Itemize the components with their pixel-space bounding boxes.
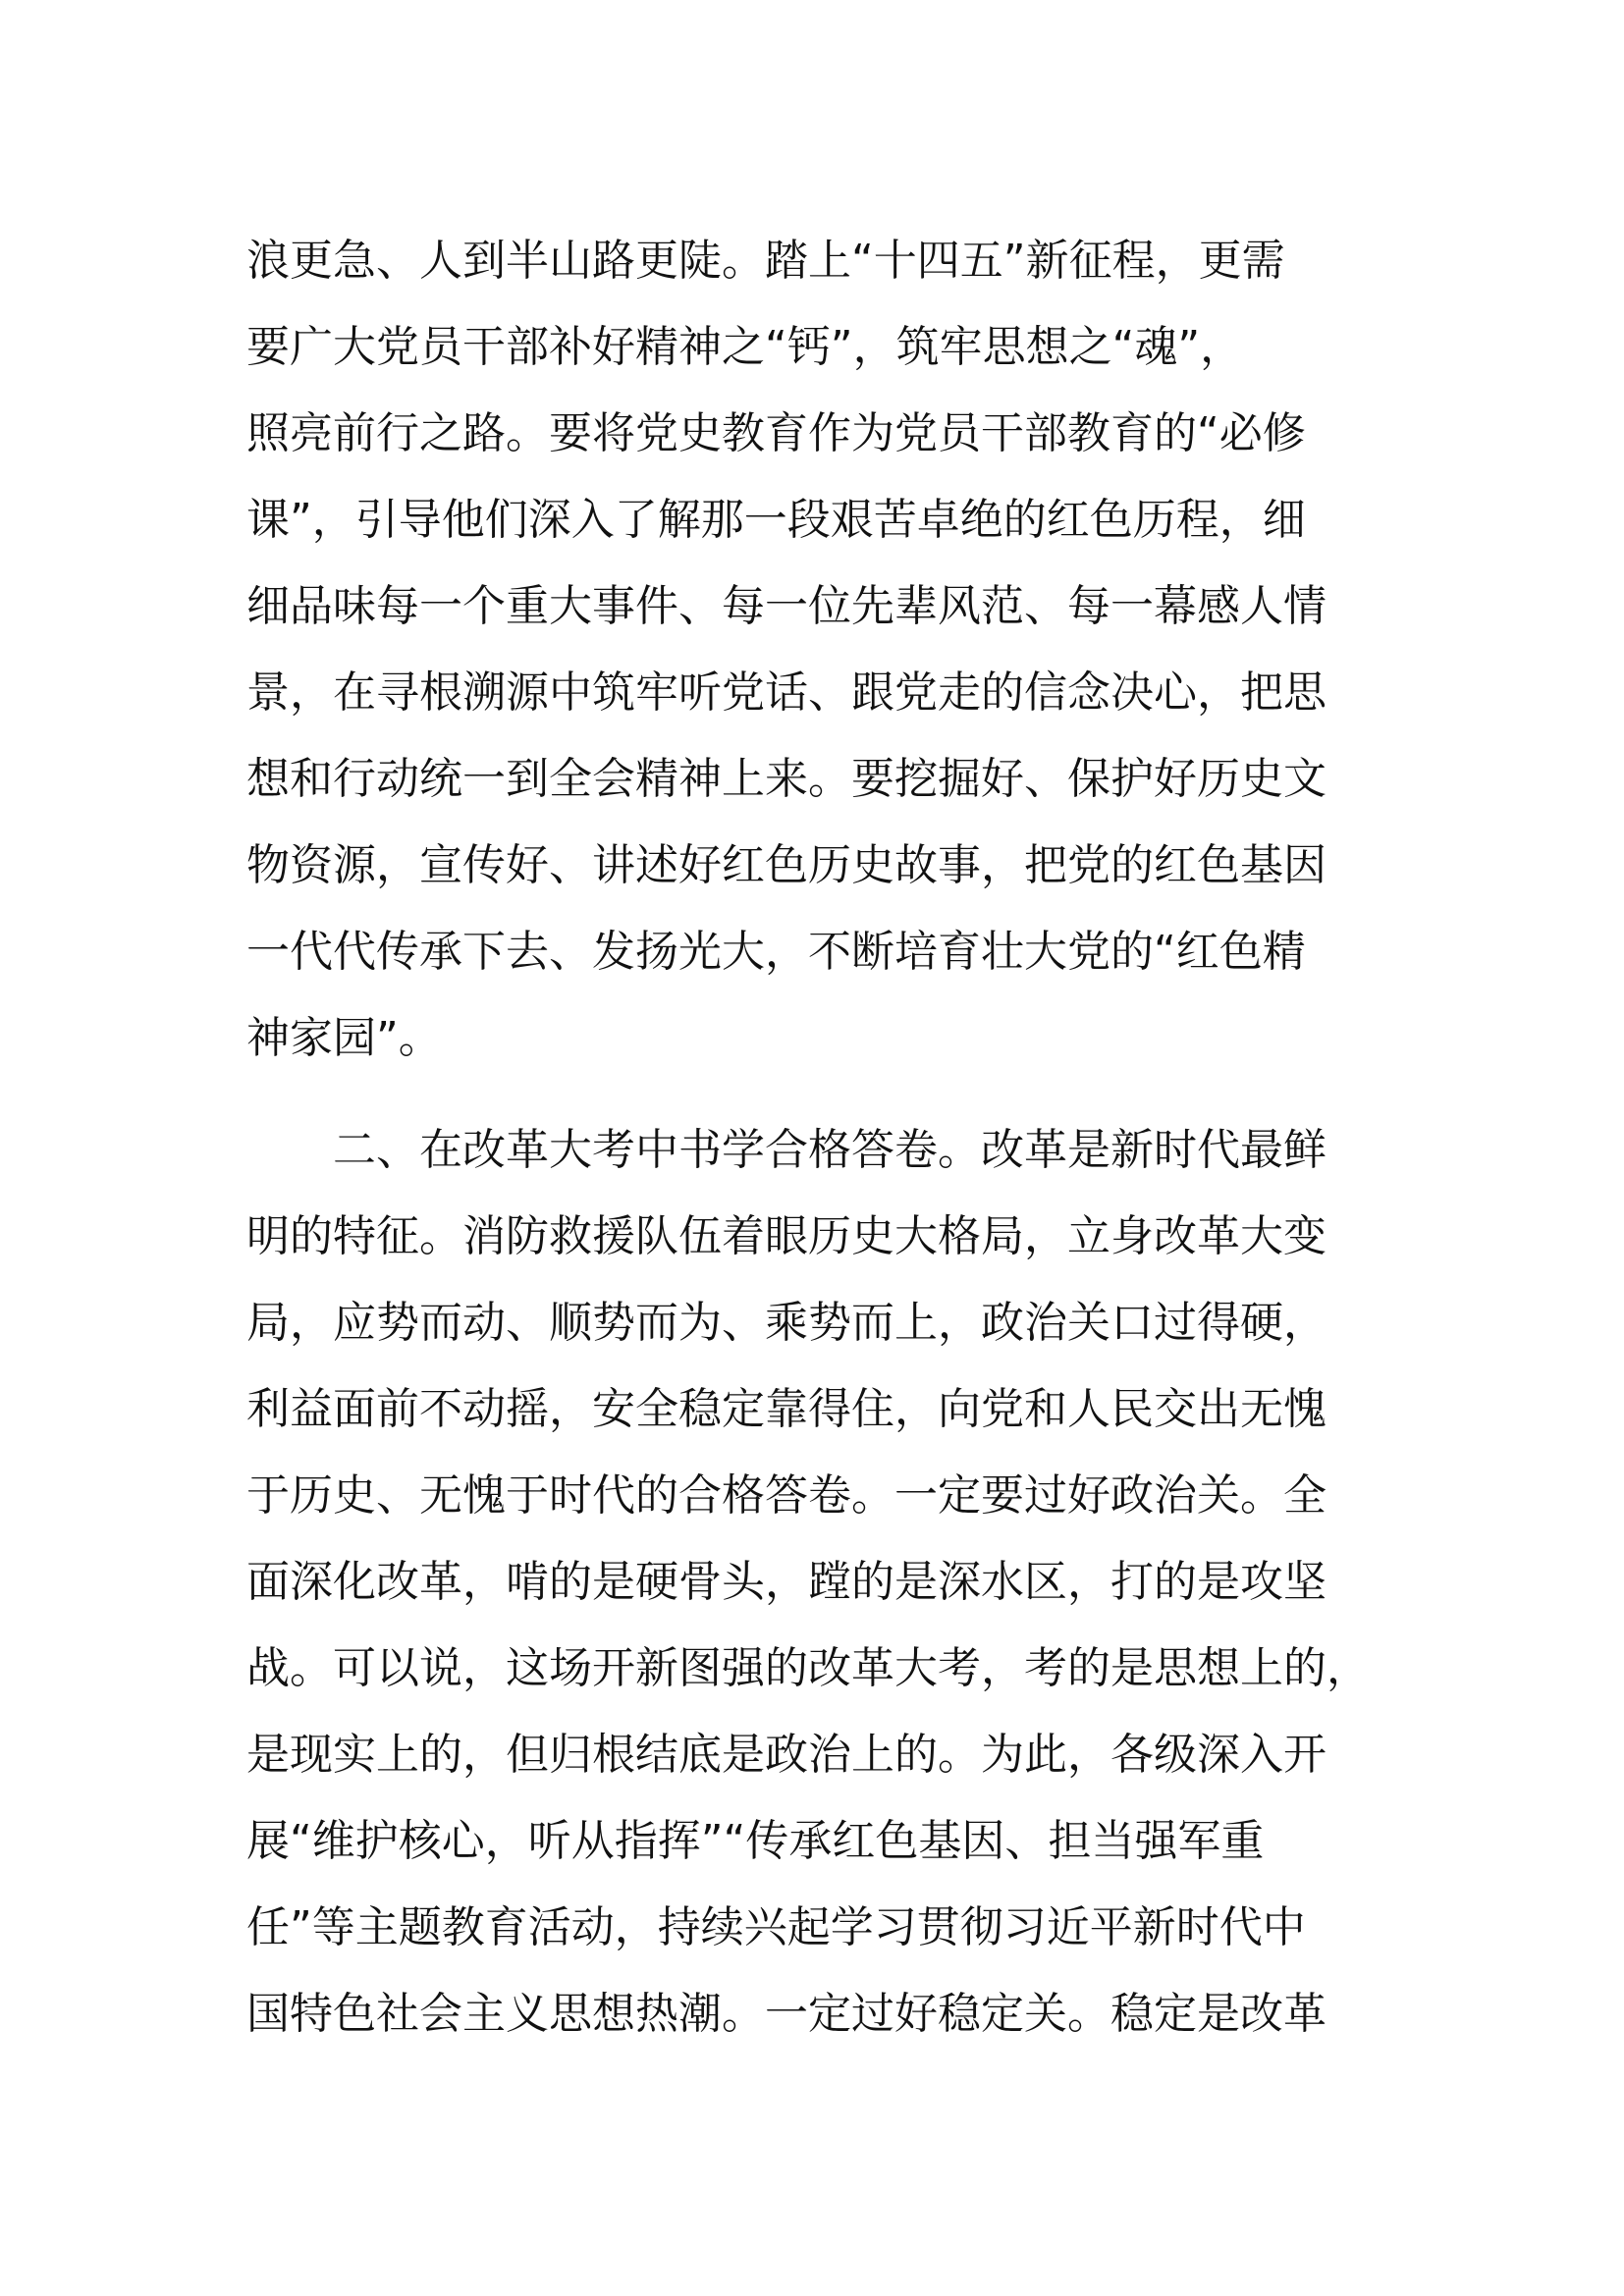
paragraph-2-line: 于历史、无愧于时代的合格答卷。一定要过好政治关。全: [246, 1470, 1326, 1521]
paragraph-1-line: 神家园”。: [246, 1013, 442, 1063]
paragraph-1-line: 浪更急、人到半山路更陡。踏上“十四五”新征程，更需: [246, 236, 1285, 286]
paragraph-1-line: 想和行动统一到全会精神上来。要挖掘好、保护好历史文: [246, 754, 1326, 804]
paragraph-2-line: 是现实上的，但归根结底是政治上的。为此，各级深入开: [246, 1730, 1326, 1780]
paragraph-2-line: 任”等主题教育活动，持续兴起学习贯彻习近平新时代中: [246, 1902, 1306, 1952]
paragraph-2-heading-line: 二、在改革大考中书学合格答卷。改革是新时代最鲜: [333, 1125, 1326, 1175]
paragraph-1-line: 照亮前行之路。要将党史教育作为党员干部教育的“必修: [246, 408, 1306, 458]
paragraph-1-line: 要广大党员干部补好精神之“钙”，筑牢思想之“魂”，: [246, 322, 1244, 372]
paragraph-1-line: 物资源，宣传好、讲述好红色历史故事，把党的红色基因: [246, 840, 1326, 890]
paragraph-2-line: 展“维护核心，听从指挥”“传承红色基因、担当强军重: [246, 1816, 1265, 1866]
paragraph-2-line: 面深化改革，啃的是硬骨头，蹚的是深水区，打的是攻坚: [246, 1557, 1326, 1607]
paragraph-1-line: 课”，引导他们深入了解那一段艰苦卓绝的红色历程，细: [246, 495, 1306, 545]
paragraph-1-line: 景，在寻根溯源中筑牢听党话、跟党走的信念决心，把思: [246, 667, 1326, 718]
paragraph-2-line: 局，应势而动、顺势而为、乘势而上，政治关口过得硬，: [246, 1298, 1326, 1348]
paragraph-1-line: 一代代传承下去、发扬光大，不断培育壮大党的“红色精: [246, 927, 1306, 977]
paragraph-2-line: 国特色社会主义思想热潮。一定过好稳定关。稳定是改革: [246, 1989, 1326, 2039]
paragraph-2-line: 战。可以说，这场开新图强的改革大考，考的是思想上的，: [246, 1643, 1370, 1693]
paragraph-2-line: 利益面前不动摇，安全稳定靠得住，向党和人民交出无愧: [246, 1384, 1326, 1434]
paragraph-1-line: 细品味每一个重大事件、每一位先辈风范、每一幕感人情: [246, 581, 1326, 631]
paragraph-2-line: 明的特征。消防救援队伍着眼历史大格局，立身改革大变: [246, 1211, 1326, 1261]
document-body: [246, 218, 1370, 2057]
paragraph-spacer: [246, 1082, 1356, 1107]
